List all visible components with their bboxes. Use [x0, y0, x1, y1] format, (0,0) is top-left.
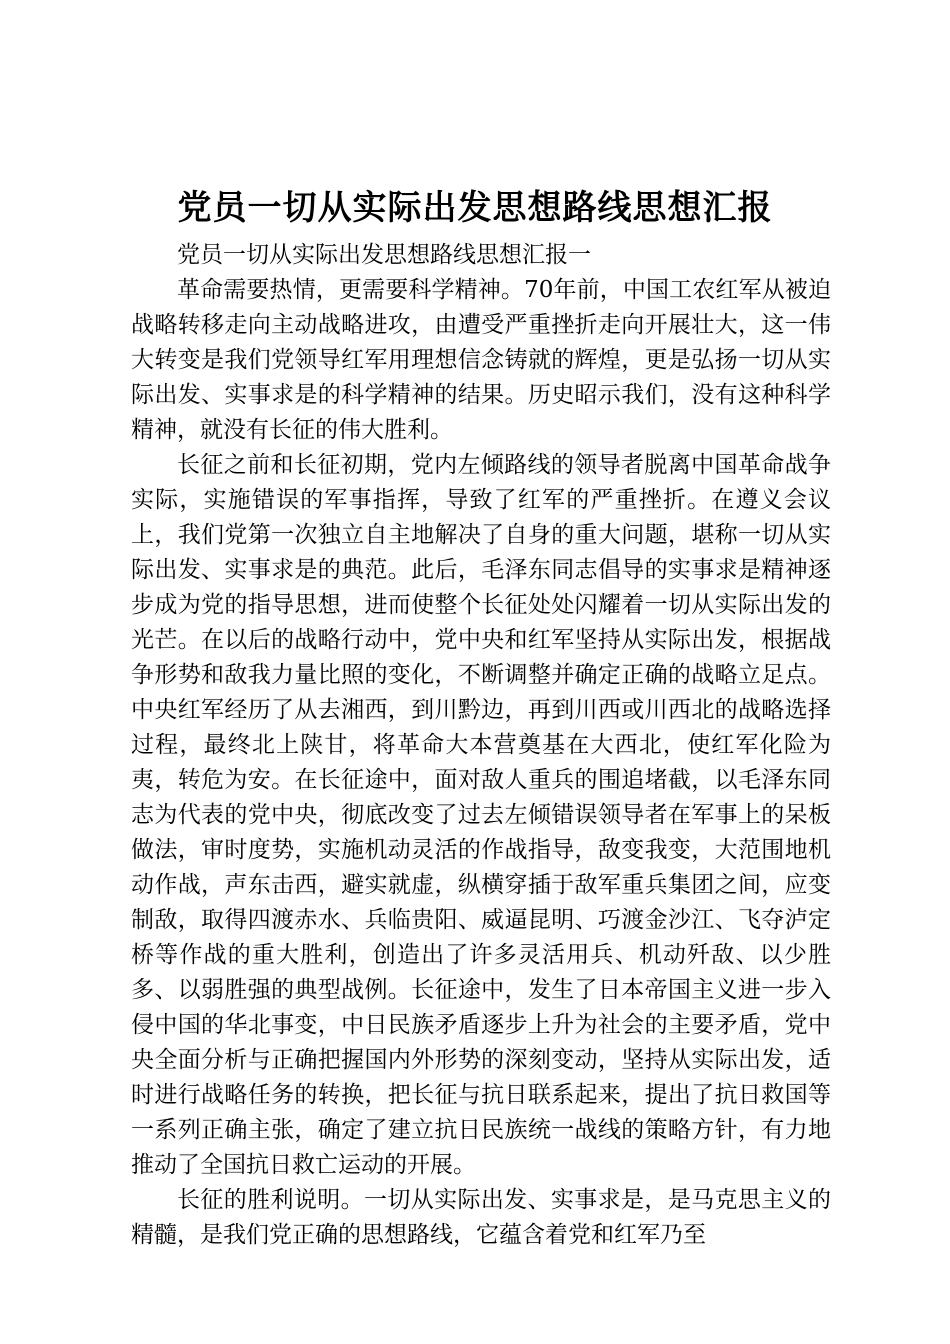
paragraph-subtitle: 党员一切从实际出发思想路线思想汇报一: [177, 242, 591, 268]
document-body: [131, 238, 831, 1253]
paragraph-3: 长征的胜利说明。一切从实际出发、实事求是，是马克思主义的精髓，是我们党正确的思想路线，它蕴含着党和红军乃至: [131, 1187, 831, 1248]
paragraph-1: 革命需要热情，更需要科学精神。70年前，中国工农红军从被迫战略转移走向主动战略进攻，由遭受严重挫折走向开展壮大，这一伟大转变是我们党领导红军用理想信念铸就的辉煌，更是弘扬一切从实际出发、实事求是的科学精神的结果。历史昭示我们，没有这种科学精神，就没有长征的伟大胜利。: [131, 277, 831, 443]
paragraph-2: 长征之前和长征初期，党内左倾路线的领导者脱离中国革命战争实际，实施错误的军事指挥，导致了红军的严重挫折。在遵义会议上，我们党第一次独立自主地解决了自身的重大问题，堪称一切从实际出发、实事求是的典范。此后，毛泽东同志倡导的实事求是精神逐步成为党的指导思想，进而使整个长征处处闪耀着一切从实际出发的光芒。在以后的战略行动中，党中央和红军坚持从实际出发，根据战争形势和敌我力量比照的变化，不断调整并确定正确的战略立足点。中央红军经历了从去湘西，到川黔边，再到川西或川西北的战略选择过程，最终北上陕甘，将革命大本营奠基在大西北，使红军化险为夷，转危为安。在长征途中，面对敌人重兵的围追堵截，以毛泽东同志为代表的党中央，彻底改变了过去左倾错误领导者在军事上的呆板做法，审时度势，实施机动灵活的作战指导，敌变我变，大范围地机动作战，声东击西，避实就虚，纵横穿插于敌军重兵集团之间，应变制敌，取得四渡赤水、兵临贵阳、威逼昆明、巧渡金沙江、飞夺泸定桥等作战的重大胜利，创造出了许多灵活用兵、机动歼敌、以少胜多、以弱胜强的典型战例。长征途中，发生了日本帝国主义进一步入侵中国的华北事变，中日民族矛盾逐步上升为社会的主要矛盾，党中央全面分析与正确把握国内外形势的深刻变动，坚持从实际出发，适时进行战略任务的转换，把长征与抗日联系起来，提出了抗日救国等一系列正确主张，确定了建立抗日民族统一战线的策略方针，有力地推动了全国抗日救亡运动的开展。: [131, 452, 831, 1178]
document-title: 党员一切从实际出发思想路线思想汇报: [177, 188, 773, 228]
